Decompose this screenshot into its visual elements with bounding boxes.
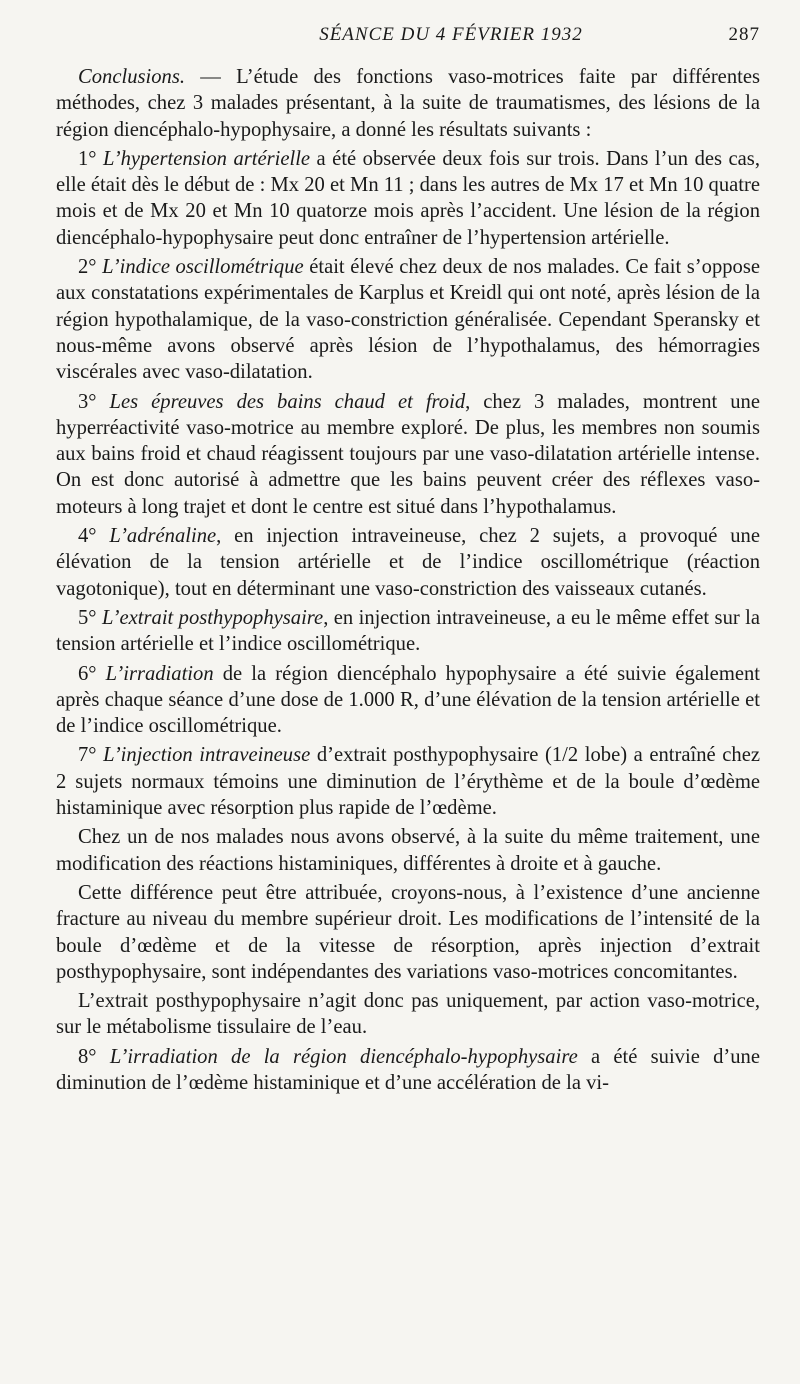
- paragraph-plain: L’extrait posthypophysaire n’agit donc pas uniquement, par action vaso-motrice, sur le métabolisme tissulaire de l’eau.: [56, 990, 760, 1039]
- paragraph-item-3: [56, 389, 760, 520]
- page-header: [72, 24, 760, 54]
- paragraph-lead: Les épreuves des bains chaud et froid: [109, 390, 466, 413]
- paragraph-item-2: [56, 254, 760, 385]
- paragraph-lead: L’hypertension artérielle: [103, 147, 311, 170]
- body-text: [56, 64, 760, 1096]
- running-title: SÉANCE DU 4 FÉVRIER 1932: [319, 24, 583, 45]
- paragraph-text: — L’étude des fonctions vaso-motrices faite par différentes méthodes, chez 3 malades présentant, à la suite de traumatismes, des lésions de la région diencéphalo-hypophysaire, a donné les résultats suivants :: [56, 66, 760, 141]
- paragraph-text: , en injection intraveineuse, a eu le même effet sur la tension artérielle et l’indice oscillométrique.: [56, 606, 760, 656]
- paragraph-text: a été observée deux fois sur trois. Dans l’un des cas, elle était dès le début de : Mx 20 et Mn 11 ; dans les autres de Mx 17 et Mn 10 quatre mois et de Mx 20 et Mn 10 quatorze mois après l’accident. Une lésion de la région diencéphalo-hypophysaire peut donc entraîner de l’hypertension artérielle.: [56, 147, 760, 249]
- paragraph-item-8: [56, 1044, 760, 1097]
- paragraph-text: était élevé chez deux de nos malades. Ce fait s’oppose aux constatations expérimentales de Karplus et Kreidl qui ont noté, après lésion de la région hypothalamique, de la vaso-constriction généralisée. Cependant Speransky et nous-même avons observé après lésion de l’hypothalamus, des hémorragies viscérales avec vaso-dilatation.: [56, 256, 760, 384]
- paragraph-lead: L’irradiation de la région diencéphalo-hypophysaire: [109, 1045, 578, 1068]
- item-number: 2°: [78, 256, 97, 279]
- paragraph-lead: L’injection intraveineuse: [103, 744, 311, 767]
- item-number: 6°: [78, 662, 97, 685]
- item-number: 5°: [78, 606, 97, 629]
- paragraph-item-1: [56, 146, 760, 251]
- paragraph-lead: Conclusions.: [78, 66, 185, 88]
- item-number: 1°: [78, 147, 97, 170]
- page-number: 287: [728, 24, 760, 45]
- paragraph-item-4: [56, 523, 760, 602]
- paragraph-item-5: [56, 605, 760, 658]
- item-number: 7°: [78, 744, 97, 767]
- paragraph-text: , chez 3 malades, montrent une hyperréactivité vaso-motrice au membre exploré. De plus, les membres non soumis aux bains froid et chaud réagissent toujours par une vaso-dilatation artérielle intense. On est donc autorisé à admettre que les bains peuvent créer des réflexes vaso-moteurs à long trajet et dont le centre est situé dans l’hypothalamus.: [56, 390, 760, 518]
- paragraph-item-7: [56, 742, 760, 821]
- paragraph-lead: L’irradiation: [105, 662, 214, 685]
- paragraph-plain: Cette différence peut être attribuée, croyons-nous, à l’existence d’une ancienne fracture au niveau du membre supérieur droit. Les modifications de l’intensité de la boule d’œdème et de la vitesse de résorption, après injection d’extrait posthypophysaire, sont indépendantes des variations vaso-motrices concomitantes.: [56, 881, 760, 983]
- paragraph-lead: L’extrait posthypophysaire: [101, 606, 324, 629]
- item-number: 3°: [78, 390, 97, 413]
- item-number: 8°: [78, 1045, 97, 1068]
- paragraph-text: a été suivie d’une diminution de l’œdème histaminique et d’une accélération de la vi-: [56, 1045, 760, 1094]
- paragraph-conclusions: [56, 64, 760, 143]
- paragraph-text: d’extrait posthypophysaire (1/2 lobe) a entraîné chez 2 sujets normaux témoins une diminution de l’érythème et de la boule d’œdème histaminique avec résorption plus rapide de l’œdème.: [56, 744, 760, 820]
- item-number: 4°: [78, 525, 97, 548]
- paragraph-plain: Chez un de nos malades nous avons observé, à la suite du même traitement, une modification des réactions histaminiques, différentes à droite et à gauche.: [56, 826, 760, 875]
- paragraph-item-6: [56, 661, 760, 740]
- paragraph-lead: L’indice oscillométrique: [102, 256, 304, 279]
- paragraph-text: de la région diencéphalo hypophysaire a été suivie également après chaque séance d’une dose de 1.000 R, d’une élévation de la tension artérielle et de l’indice oscillométrique.: [56, 662, 760, 738]
- paragraph-lead: L’adrénaline: [109, 525, 217, 548]
- paragraph-text: , en injection intraveineuse, chez 2 sujets, a provoqué une élévation de la tension artérielle et de l’indice oscillométrique (réaction vagotonique), tout en déterminant une vaso-constriction des vaisseaux cutanés.: [56, 525, 760, 600]
